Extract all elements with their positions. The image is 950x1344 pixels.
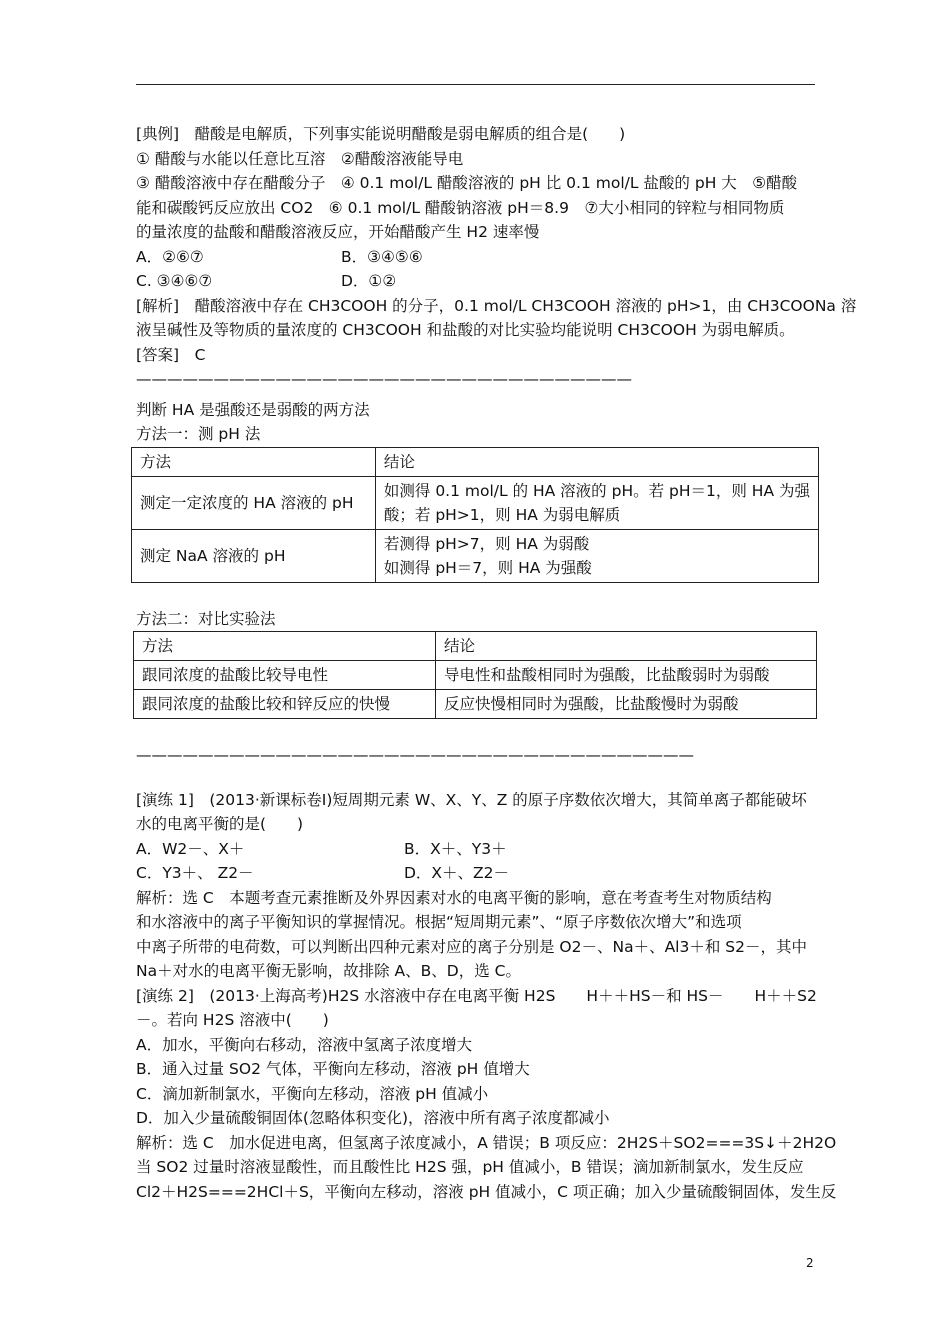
practice2-analysis: 当 SO2 过量时溶液显酸性，而且酸性比 H2S 强，pH 值减小，B 错误；滴加新制氯水，发生反应 (136, 1158, 804, 1176)
table-row (132, 476, 819, 529)
table-cell: 反应快慢相同时为强酸，比盐酸慢时为弱酸 (436, 690, 817, 719)
option-d: D．①② (341, 272, 397, 290)
page-content (136, 122, 857, 1204)
option-c: C．滴加新制氯水，平衡向左移动，溶液 pH 值减小 (136, 1084, 489, 1103)
practice2-analysis: Cl2＋H2S===2HCl＋S，平衡向左移动，溶液 pH 值减小，C 项正确；加入少量硫酸铜固体，发生反 (136, 1182, 837, 1201)
table-header-cell: 结论 (375, 447, 818, 476)
practice1-analysis: 解析：选 C 本题考查元素推断及外界因素对水的电离平衡的影响，意在考查考生对物质结构 (136, 888, 772, 907)
table-row (132, 529, 819, 582)
option-d: D．X＋、Z2－ (404, 864, 510, 882)
example-line: 的量浓度的盐酸和醋酸溶液反应，开始醋酸产生 H2 速率慢 (136, 223, 540, 241)
practice2-question: [演练 2] (2013·上海高考)H2S 水溶液中存在电离平衡 H2S H＋＋HS－和 HS－ H＋＋S2 (136, 986, 817, 1005)
table-cell: 测定一定浓度的 HA 溶液的 pH (132, 476, 376, 529)
example-options-ab (136, 245, 816, 270)
method1-table (131, 447, 819, 583)
option-c: C．Y3＋、 Z2－ (136, 864, 254, 882)
page-number: 2 (806, 1256, 814, 1270)
table-header-cell: 方法 (134, 632, 436, 661)
practice1-analysis: 中离子所带的电荷数，可以判断出四种元素对应的离子分别是 O2－、Na＋、Al3＋和 S2－，其中 (136, 937, 807, 956)
option-b: B．通入过量 SO2 气体，平衡向左移动，溶液 pH 值增大 (136, 1060, 530, 1078)
method2-title: 方法二：对比实验法 (136, 609, 276, 628)
practice1-analysis: Na＋对水的电离平衡无影响，故排除 A、B、D，选 C。 (136, 962, 521, 980)
practice2-line: －。若向 H2S 溶液中( ) (136, 1011, 329, 1029)
example-question: [典例] 醋酸是电解质，下列事实能说明醋酸是弱电解质的组合是( ) (136, 125, 626, 143)
option-b: B．X＋、Y3＋ (404, 839, 507, 858)
example-answer: [答案] C (136, 345, 206, 364)
practice1-options-cd (136, 861, 816, 886)
table-cell-line: 如测得 pH＝7，则 HA 为强酸 (383, 558, 592, 577)
header-rule (136, 84, 815, 85)
table-header-cell: 方法 (132, 447, 376, 476)
table-cell: 导电性和盐酸相同时为强酸，比盐酸弱时为弱酸 (436, 661, 817, 690)
practice1-analysis: 和水溶液中的离子平衡知识的掌握情况。根据“短周期元素”、“原子序数依次增大”和选项 (136, 913, 742, 931)
method2-table (133, 631, 817, 719)
table-cell: 跟同浓度的盐酸比较导电性 (134, 661, 436, 690)
table-row (134, 661, 817, 690)
option-a: A．②⑥⑦ (136, 247, 204, 266)
table-cell (375, 476, 818, 529)
table-row (134, 690, 817, 719)
table-cell: 跟同浓度的盐酸比较和锌反应的快慢 (134, 690, 436, 719)
table-cell-line: 如测得 0.1 mol/L 的 HA 溶液的 pH。若 pH＝1，则 HA 为强 (383, 481, 810, 500)
practice1-question: [演练 1] (2013·新课标卷Ⅰ)短周期元素 W、X、Y、Z 的原子序数依次增大，其简单离子都能破坏 (136, 790, 807, 809)
table-cell-line: 酸；若 pH>1，则 HA 为弱电解质 (383, 505, 621, 524)
table-row (132, 447, 819, 476)
table-cell (375, 529, 818, 582)
option-b: B．③④⑤⑥ (341, 247, 423, 266)
example-line: 能和碳酸钙反应放出 CO2 ⑥ 0.1 mol/L 醋酸钠溶液 pH＝8.9 ⑦大小相同的锌粒与相同物质 (136, 198, 785, 217)
table-header-cell: 结论 (436, 632, 817, 661)
example-analysis: [解析] 醋酸溶液中存在 CH3COOH 的分子，0.1 mol/L CH3COOH 溶液的 pH>1，由 CH3COONa 溶 (136, 296, 857, 315)
example-analysis: 液呈碱性及等物质的量浓度的 CH3COOH 和盐酸的对比实验均能说明 CH3COOH 为弱电解质。 (136, 321, 795, 339)
practice2-analysis: 解析：选 C 加水促进电离，但氢离子浓度减小，A 错误；B 项反应：2H2S＋SO2===3S↓＋2H2O (136, 1133, 837, 1152)
practice1-line: 水的电离平衡的是( ) (136, 815, 304, 833)
practice1-options-ab (136, 837, 816, 862)
example-line: ① 醋酸与水能以任意比互溶 ②醋酸溶液能导电 (136, 149, 464, 168)
method1-title: 方法一：测 pH 法 (136, 425, 261, 443)
example-line: ③ 醋酸溶液中存在醋酸分子 ④ 0.1 mol/L 醋酸溶液的 pH 比 0.1 mol/L 盐酸的 pH 大 ⑤醋酸 (136, 174, 798, 192)
table-cell-line: 若测得 pH>7，则 HA 为弱酸 (383, 534, 590, 553)
option-c: C. ③④⑥⑦ (136, 272, 213, 290)
methods-title: 判断 HA 是强酸还是弱酸的两方法 (136, 400, 370, 419)
option-a: A．加水，平衡向右移动，溶液中氢离子浓度增大 (136, 1035, 473, 1054)
option-a: A．W2－、X＋ (136, 839, 245, 858)
table-row (134, 632, 817, 661)
divider: ———————————————————————————————————— (136, 746, 694, 764)
divider: ———————————————————————————————— (136, 370, 632, 388)
example-options-cd (136, 269, 816, 294)
table-cell: 测定 NaA 溶液的 pH (132, 529, 376, 582)
option-d: D．加入少量硫酸铜固体(忽略体积变化)，溶液中所有离子浓度都减小 (136, 1109, 610, 1127)
